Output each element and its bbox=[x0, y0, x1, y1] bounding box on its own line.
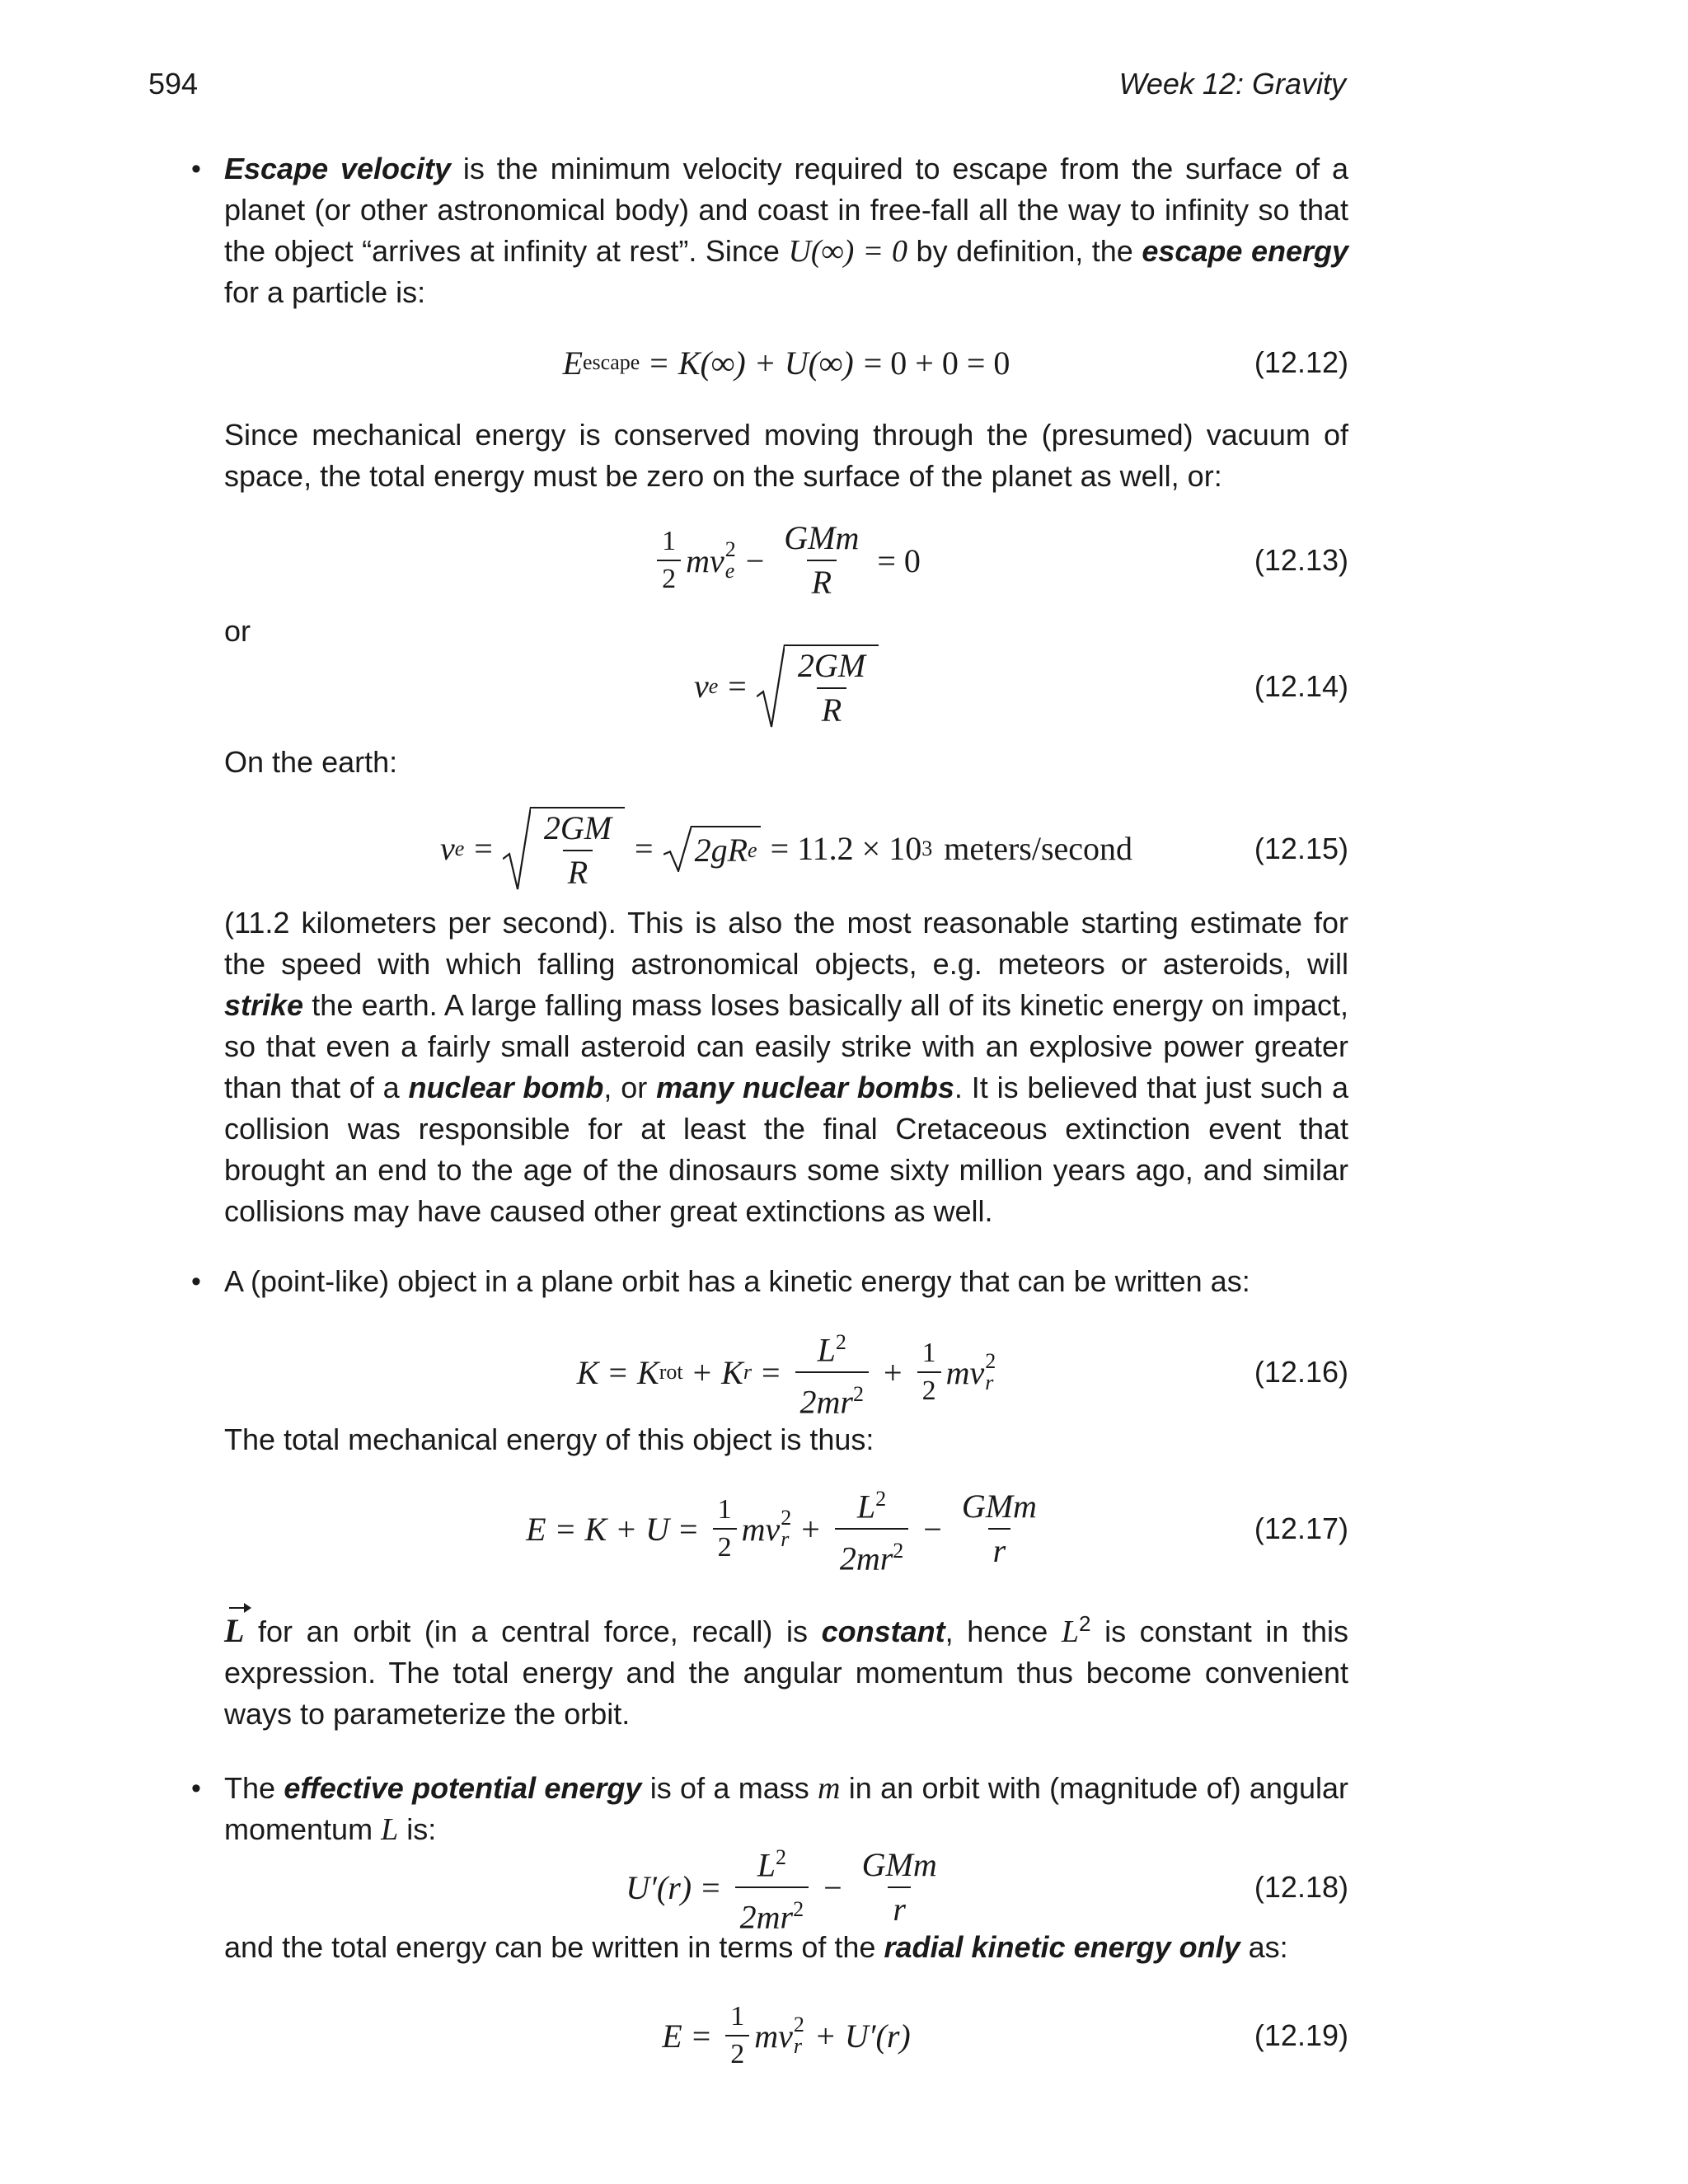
term-radial-kinetic-energy-only: radial kinetic energy only bbox=[884, 1930, 1240, 1964]
paragraph-impact: (11.2 kilometers per second). This is also the most reasonable starting estimate for the speed with which falling astronomical objects, e.g. meteors or asteroids, will strike the earth. A large falling mass loses basically all of its kinetic energy on impact, so that even a fairly small asteroid can easily strike with an explosive power greater than that of a nuclear bomb, or many nuclear bombs. It is believed that just such a collision was responsible for at least the final Cretaceous extinction event that brought an end to the age of the dinosaurs some sixty million years ago, and similar collisions may have caused other great extinctions as well. bbox=[224, 906, 1349, 1228]
equation-number: (12.12) bbox=[1254, 345, 1348, 379]
term-nuclear-bomb: nuclear bomb bbox=[408, 1071, 604, 1104]
term-effective-potential-energy: effective potential energy bbox=[284, 1771, 642, 1805]
text-or: or bbox=[224, 614, 251, 648]
equation-12-18: U′(r) = $\frac{L^2}{2mr^2}$ − $\frac{\text{GMm}}{r}$ (12.18) bbox=[626, 1844, 1348, 1936]
paragraph-angular-momentum: L for an orbit (in a central force, recall) is constant, hence $L^2$ is constant in this expression. The total energy and the angular momentum thus become convenient ways to parameterize the orbit. bbox=[224, 1611, 1348, 1731]
bullet-marker: • bbox=[191, 1773, 201, 1804]
equation-12-15: v e = $\frac{2GM}{R}$ = 2gR e = 11.2 × 10 3 meters/second (12.15) bbox=[224, 801, 1348, 896]
equation-12-14: v e = $\frac{2GM}{R}$ (12.14) bbox=[224, 639, 1348, 733]
term-constant: constant bbox=[821, 1615, 945, 1648]
paragraph-conservation: Since mechanical energy is conserved moving through the (presumed) vacuum of space, the total energy must be zero on the surface of the planet as well, or: bbox=[224, 418, 1348, 493]
equation-number: (12.15) bbox=[1254, 831, 1348, 865]
vector-L: L bbox=[224, 1610, 244, 1652]
bullet-marker: • bbox=[191, 153, 201, 185]
equation-number: (12.17) bbox=[1254, 1511, 1348, 1545]
equation-number: (12.16) bbox=[1254, 1355, 1348, 1389]
paragraph-effective-potential: The effective potential energy is of a mass m in an orbit with (magnitude of) angular momentum L is: bbox=[224, 1771, 1348, 1847]
square-root: 2gR e bbox=[663, 826, 761, 872]
bullet-marker: • bbox=[191, 1266, 201, 1297]
equation-12-16: K = K rot + K r = $\frac{L^2}{2mr^2}$ + $\frac{1}{2}$ mv 2 r (12.16) bbox=[576, 1329, 1348, 1421]
paragraph-radial-kinetic: and the total energy can be written in terms of the radial kinetic energy only as: bbox=[224, 1930, 1288, 1964]
paragraph-kinetic-energy: A (point-like) object in a plane orbit has a kinetic energy that can be written as: bbox=[224, 1264, 1250, 1298]
equation-number: (12.14) bbox=[1254, 668, 1348, 703]
term-escape-velocity: Escape velocity bbox=[224, 152, 452, 185]
term-strike: strike bbox=[224, 988, 304, 1022]
term-many-nuclear-bombs: many nuclear bombs bbox=[656, 1071, 954, 1104]
equation-number: (12.13) bbox=[1254, 543, 1348, 577]
square-root: $\frac{2GM}{R}$ bbox=[503, 807, 625, 891]
paragraph-escape-velocity: Escape velocity is the minimum velocity required to escape from the surface of a planet (or other astronomical body) and coast in free-fall all the way to infinity so that the object “arrives at infinity at rest”. Since U(∞) = 0 by definition, the escape energy for a particle is: bbox=[224, 152, 1349, 309]
page-number: 594 bbox=[148, 67, 199, 101]
equation-12-12: E escape = K(∞) + U(∞) = 0 + 0 = 0 (12.12) bbox=[562, 344, 1348, 382]
term-escape-energy: escape energy bbox=[1142, 234, 1349, 268]
equation-12-17: E = K + U = $\frac{1}{2}$ mv 2 r + $\frac{L^2}{2mr^2}$ − $\frac{\text{GMm}}{r}$ (12.17) bbox=[526, 1486, 1348, 1577]
text-on-the-earth: On the earth: bbox=[224, 745, 398, 779]
inline-math: U(∞) = 0 bbox=[788, 234, 908, 269]
equation-number: (12.18) bbox=[1254, 1870, 1348, 1904]
running-title: Week 12: Gravity bbox=[1118, 67, 1346, 101]
square-root: $\frac{2GM}{R}$ bbox=[757, 644, 879, 729]
paragraph-total-energy: The total mechanical energy of this object is thus: bbox=[224, 1422, 874, 1456]
equation-12-19: E = $\frac{1}{2}$ mv 2 r + U′(r) (12.19) bbox=[662, 2001, 1348, 2069]
equation-number: (12.19) bbox=[1254, 2018, 1348, 2052]
equation-12-13: $\frac{1}{2}$ mv 2 e − $\frac{\text{GMm}}{R}$ = 0 (12.13) bbox=[224, 515, 1348, 606]
